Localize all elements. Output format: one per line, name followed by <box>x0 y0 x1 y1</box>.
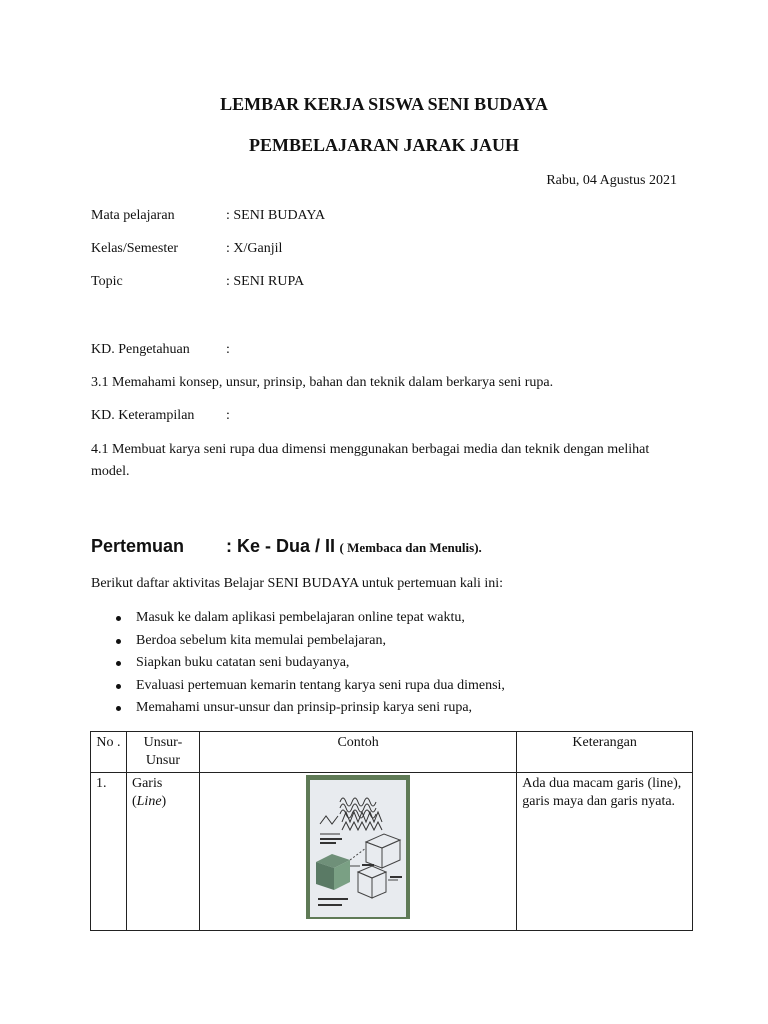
bullet-icon <box>116 684 121 689</box>
info-value-topic: : SENI RUPA <box>226 274 305 289</box>
pertemuan-note: ( Membaca dan Menulis). <box>339 540 482 555</box>
cell-unsur: Garis (Line) <box>126 773 199 931</box>
bullet-icon <box>116 616 121 621</box>
activity-list <box>112 607 505 720</box>
cell-contoh <box>199 773 516 931</box>
activity-item: Siapkan buku catatan seni budayanya, <box>112 652 505 675</box>
pertemuan-label: Pertemuan <box>91 536 185 556</box>
activity-item: Berdoa sebelum kita memulai pembelajaran, <box>112 630 505 653</box>
kd-pengetahuan-text: 3.1 Memahami konsep, unsur, prinsip, bahan dan teknik dalam berkarya seni rupa. <box>91 375 554 390</box>
info-value-subject: : SENI BUDAYA <box>226 208 326 223</box>
bullet-icon <box>116 706 121 711</box>
unsur-name: Garis <box>131 776 163 791</box>
activity-item: Masuk ke dalam aplikasi pembelajaran online tepat waktu, <box>112 607 505 630</box>
bullet-icon <box>116 639 121 644</box>
unsur-english: Line <box>136 794 162 809</box>
cell-no: 1. <box>91 773 127 931</box>
kd-pengetahuan-label: KD. Pengetahuan <box>91 342 190 357</box>
document-subtitle: PEMBELAJARAN JARAK JAUH <box>249 135 519 155</box>
info-value-class: : X/Ganjil <box>226 241 283 256</box>
activity-item: Memahami unsur-unsur dan prinsip-prinsip karya seni rupa, <box>112 697 505 720</box>
bullet-icon <box>116 661 121 666</box>
header-keterangan: Keterangan <box>517 732 693 773</box>
activity-item: Evaluasi pertemuan kemarin tentang karya seni rupa dua dimensi, <box>112 675 505 698</box>
info-label-subject: Mata pelajaran <box>91 208 175 223</box>
pertemuan-heading <box>91 536 482 557</box>
cell-keterangan: Ada dua macam garis (line), garis maya dan garis nyata. <box>517 773 693 931</box>
header-unsur: Unsur- Unsur <box>126 732 199 773</box>
kd-keterampilan-label: KD. Keterampilan <box>91 408 195 423</box>
info-label-topic: Topic <box>91 274 123 289</box>
info-label-class: Kelas/Semester <box>91 241 179 256</box>
activities-intro: Berikut daftar aktivitas Belajar SENI BUDAYA untuk pertemuan kali ini: <box>91 576 504 591</box>
document-date: Rabu, 04 Agustus 2021 <box>546 173 677 188</box>
header-contoh: Contoh <box>199 732 516 773</box>
line-drawing-illustration <box>310 780 406 917</box>
kd-keterampilan-text: 4.1 Membuat karya seni rupa dua dimensi menggunakan berbagai media dan teknik dengan melihat model. <box>91 442 650 479</box>
header-no: No . <box>91 732 127 773</box>
kd-keterampilan-colon: : <box>226 408 230 423</box>
table-row <box>91 773 693 931</box>
unsur-table <box>90 731 693 931</box>
pertemuan-value: : Ke - Dua / II <box>226 536 336 556</box>
document-title: LEMBAR KERJA SISWA SENI BUDAYA <box>220 94 548 114</box>
line-example-photo <box>306 775 410 919</box>
table-header-row <box>91 732 693 773</box>
kd-pengetahuan-colon: : <box>226 342 230 357</box>
